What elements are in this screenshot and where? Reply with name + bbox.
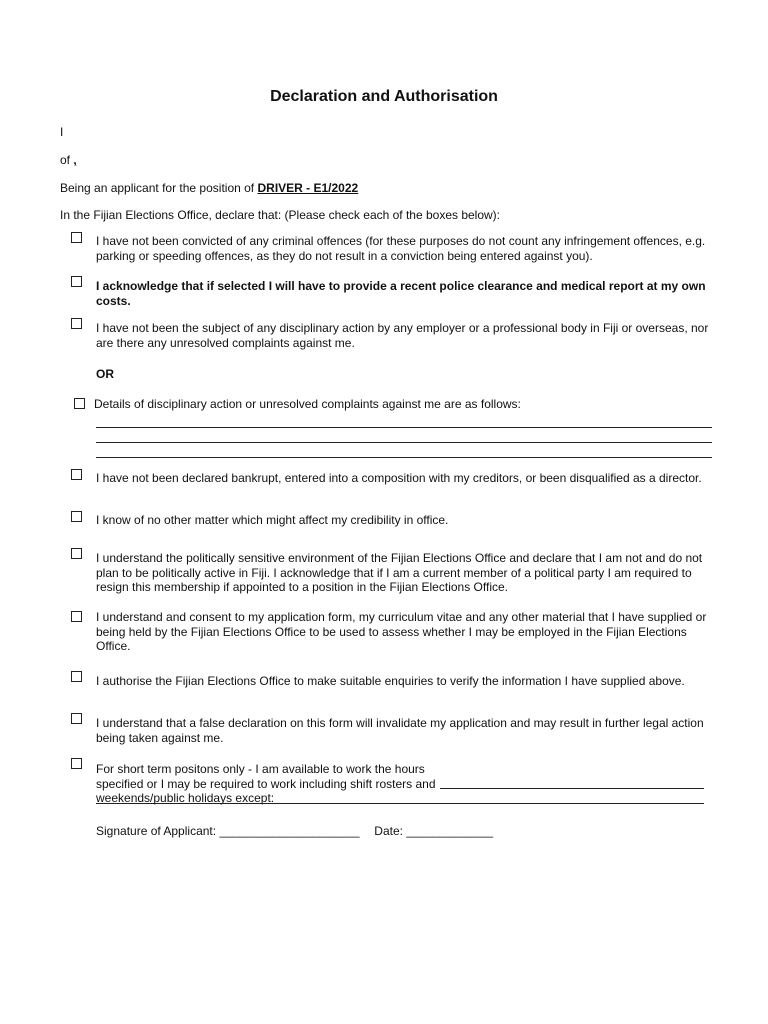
applicant-line [60, 181, 358, 195]
details-line-3[interactable] [96, 457, 712, 458]
item-enquiries: I authorise the Fijian Elections Office to make suitable enquiries to verify the information I have supplied above. [96, 674, 685, 688]
signature-row [96, 824, 493, 838]
details-line-2[interactable] [96, 442, 712, 443]
checkbox-credibility[interactable] [71, 511, 82, 522]
details-line-1[interactable] [96, 427, 712, 428]
position-value: DRIVER - E1/2022 [257, 181, 359, 195]
item-false-declaration: I understand that a false declaration on this form will invalidate my application and may result in further legal action being taken against me. [96, 716, 704, 745]
address-line [60, 153, 77, 167]
date-field[interactable]: _____________ [406, 824, 494, 838]
line-of-mark: , [73, 153, 77, 167]
item-police-clearance: I acknowledge that if selected I will have to provide a recent police clearance and medical report at my own costs. [96, 279, 706, 308]
checkbox-false-declaration[interactable] [71, 713, 82, 724]
applicant-prefix: Being an applicant for the position of [60, 181, 255, 195]
item-disciplinary-details: Details of disciplinary action or unresolved complaints against me are as follows: [94, 397, 521, 411]
item-not-bankrupt: I have not been declared bankrupt, entered into a composition with my creditors, or been disqualified as a director. [96, 471, 702, 485]
checkbox-no-convictions[interactable] [71, 232, 82, 243]
item-credibility: I know of no other matter which might affect my credibility in office. [96, 513, 449, 527]
checkbox-enquiries[interactable] [71, 671, 82, 682]
checkbox-disciplinary-details[interactable] [74, 398, 85, 409]
signature-label: Signature of Applicant: [96, 824, 217, 838]
page-title: Declaration and Authorisation [270, 88, 498, 105]
item-no-disciplinary: I have not been the subject of any disciplinary action by any employer or a professional body in Fiji or overseas, nor are there any unresolved complaints against me. [96, 321, 709, 350]
item-consent: I understand and consent to my application form, my curriculum vitae and any other material that I have supplied or being held by the Fijian Elections Office to be used to assess whether I may be employed in the Fijian Elections Office. [96, 610, 707, 653]
or-label: OR [96, 367, 114, 381]
checkbox-short-term[interactable] [71, 758, 82, 769]
office-line: In the Fijian Elections Office, declare that: (Please check each of the boxes below): [60, 208, 501, 222]
checkbox-consent[interactable] [71, 611, 82, 622]
line-of-label: of [60, 153, 71, 167]
line-i-label: I [60, 125, 64, 139]
item-no-convictions: I have not been convicted of any criminal offences (for these purposes do not count any infringement offences, e.g. parking or speeding offences, as they do not result in a conviction being entered against you). [96, 234, 706, 263]
name-line [60, 125, 63, 139]
checkbox-no-disciplinary[interactable] [71, 318, 82, 329]
checkbox-police-clearance[interactable] [71, 276, 82, 287]
item-political: I understand the politically sensitive environment of the Fijian Elections Office and declare that I am not and do not plan to be politically active in Fiji. I acknowledge that if I am a current member of a political party I am required to resign this membership if appointed to a position in the Fijian Elections Office. [96, 551, 703, 594]
checkbox-not-bankrupt[interactable] [71, 469, 82, 480]
availability-line-1[interactable] [440, 788, 704, 789]
signature-field[interactable]: _____________________ [219, 824, 360, 838]
checkbox-political[interactable] [71, 548, 82, 559]
item-short-term: For short term positons only - I am available to work the hours specified or I may be required to work including shift rosters and weekends/public holidays except: [96, 762, 436, 805]
date-label: Date: [374, 824, 403, 838]
availability-line-2[interactable] [96, 803, 704, 804]
